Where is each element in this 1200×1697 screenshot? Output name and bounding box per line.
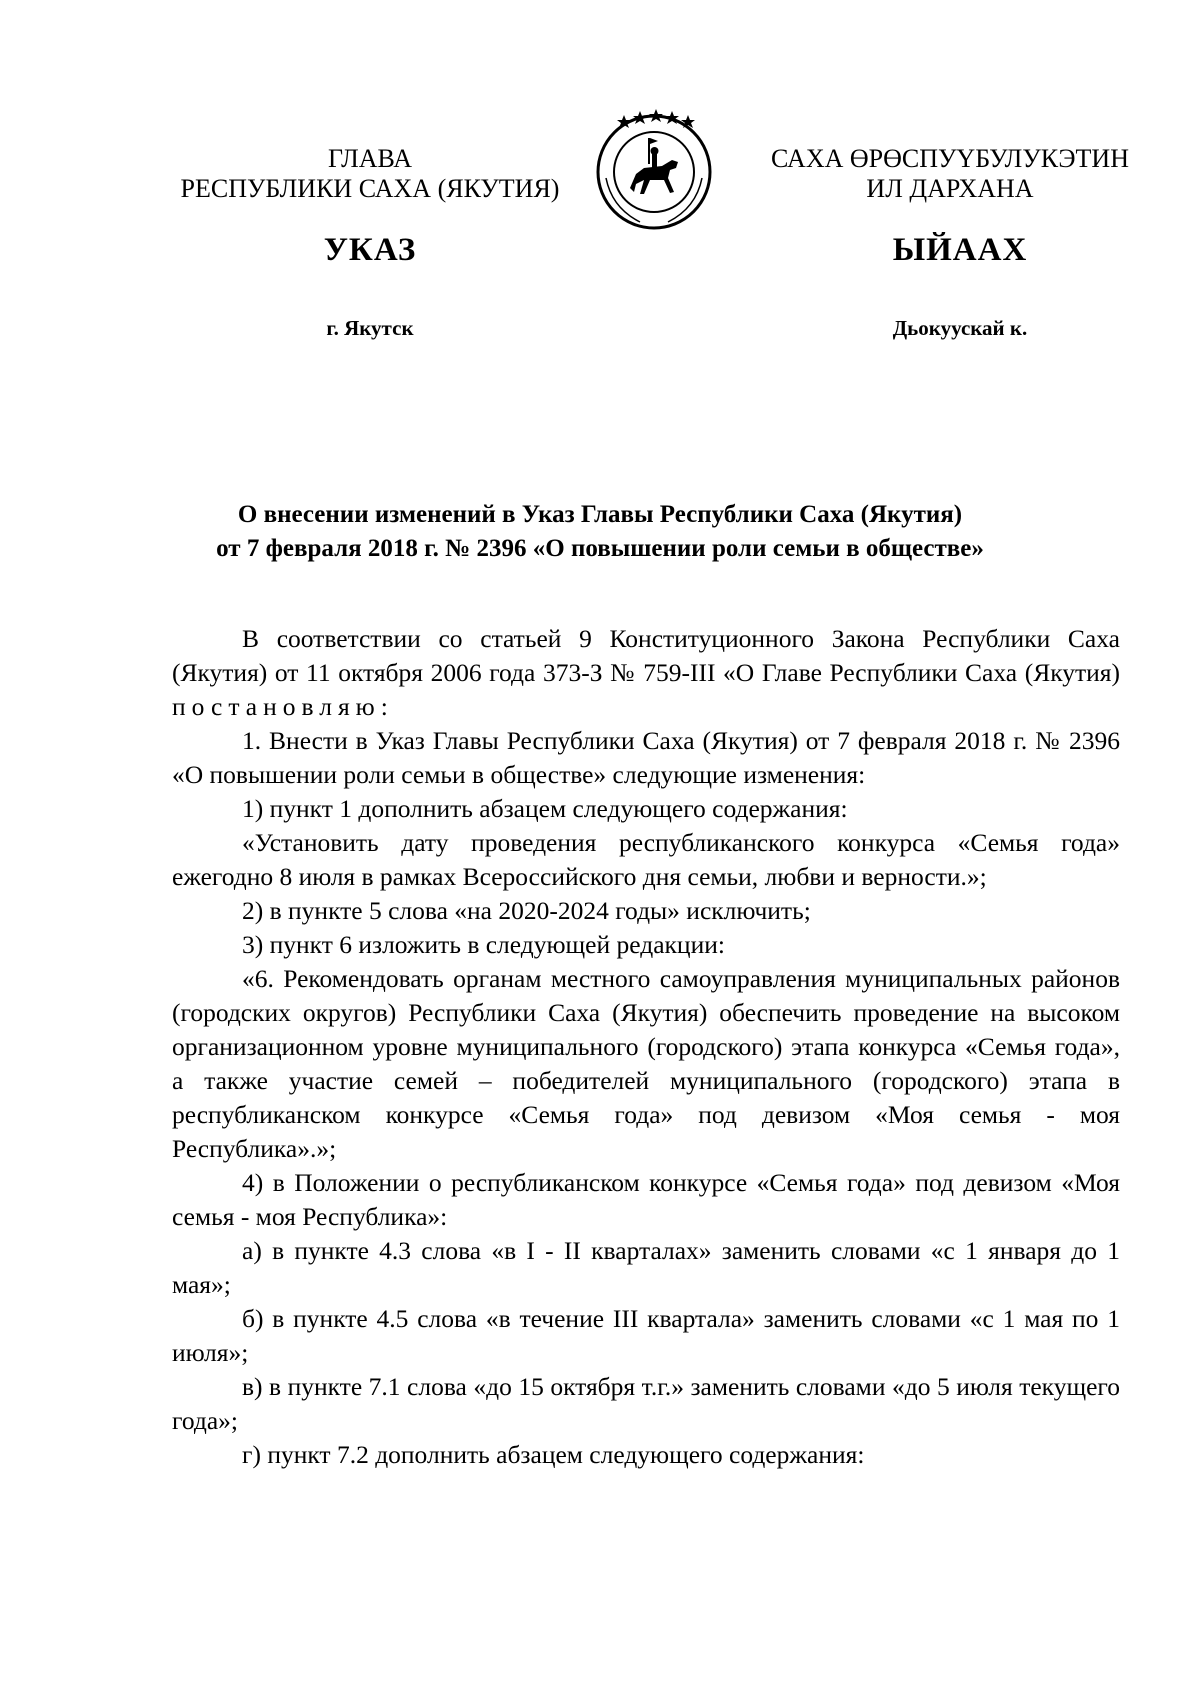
paragraph-subitem-3: 3) пункт 6 изложить в следующей редакции: xyxy=(242,930,725,959)
header-right xyxy=(750,144,1150,204)
paragraph-subitem-v: в) в пункте 7.1 слова «до 15 октября т.г.» заменить словами «до 5 июля текущего года»; xyxy=(172,1372,1120,1435)
coat-of-arms-emblem-icon xyxy=(592,108,716,232)
paragraph-subitem-b: б) в пункте 4.5 слова «в течение III квартала» заменить словами «с 1 мая по 1 июля»; xyxy=(172,1304,1120,1367)
header-right-line2: ИЛ ДАРХАНА xyxy=(866,174,1034,203)
header-left-line2: РЕСПУБЛИКИ САХА (ЯКУТИЯ) xyxy=(180,174,560,203)
paragraph-subitem-2: 2) в пункте 5 слова «на 2020-2024 годы» исключить; xyxy=(242,896,811,925)
document-title xyxy=(120,498,1080,566)
paragraph-quote-6: «6. Рекомендовать органам местного самоуправления муниципальных районов (городских округов) Республики Саха (Якутия) обеспечить проведение на высоком организационном уровне муниципального (городского) этапа конкурса «Семья года», а также участие семей – победителей муниципального (городского) этапа в республиканском конкурсе «Семья года» под девизом «Моя семья - моя Республика».»; xyxy=(172,964,1120,1163)
preamble-text: В соответствии со статьей 9 Конституционного Закона Республики Саха (Якутия) от 11 октября 2006 года 373-З № 759-III «О Главе Республики Саха (Якутия) xyxy=(172,624,1120,687)
paragraph-subitem-g: г) пункт 7.2 дополнить абзацем следующего содержания: xyxy=(242,1440,865,1469)
document-body xyxy=(172,622,1120,1472)
paragraph-preamble xyxy=(172,622,1120,724)
city-sakha: Дьокуускай к. xyxy=(892,316,1028,340)
decree-title-ru: УКАЗ xyxy=(323,232,417,268)
header-left-line1: ГЛАВА xyxy=(328,144,412,173)
paragraph-quote-1: «Установить дату проведения республиканского конкурса «Семья года» ежегодно 8 июля в рамках Всероссийского дня семьи, любви и верности.»; xyxy=(172,828,1120,891)
document-title-line1: О внесении изменений в Указ Главы Республики Саха (Якутия) xyxy=(237,501,963,528)
header-left xyxy=(170,144,570,204)
resolution-word: постановляю: xyxy=(172,692,394,721)
decree-title-sakha: ЫЙААХ xyxy=(892,232,1028,268)
city-ru: г. Якутск xyxy=(326,316,414,340)
header-right-line1: САХА ӨРӨСПУҮБУЛУКЭТИН xyxy=(771,144,1129,173)
document-title-line2: от 7 февраля 2018 г. № 2396 «О повышении роли семьи в обществе» xyxy=(216,535,984,562)
paragraph-item-1: 1. Внести в Указ Главы Республики Саха (Якутия) от 7 февраля 2018 г. № 2396 «О повышении роли семьи в обществе» следующие изменения: xyxy=(172,726,1120,789)
paragraph-subitem-1: 1) пункт 1 дополнить абзацем следующего содержания: xyxy=(242,794,848,823)
paragraph-subitem-a: а) в пункте 4.3 слова «в I - II кварталах» заменить словами «с 1 января до 1 мая»; xyxy=(172,1236,1120,1299)
paragraph-subitem-4: 4) в Положении о республиканском конкурсе «Семья года» под девизом «Моя семья - моя Республика»: xyxy=(172,1168,1120,1231)
